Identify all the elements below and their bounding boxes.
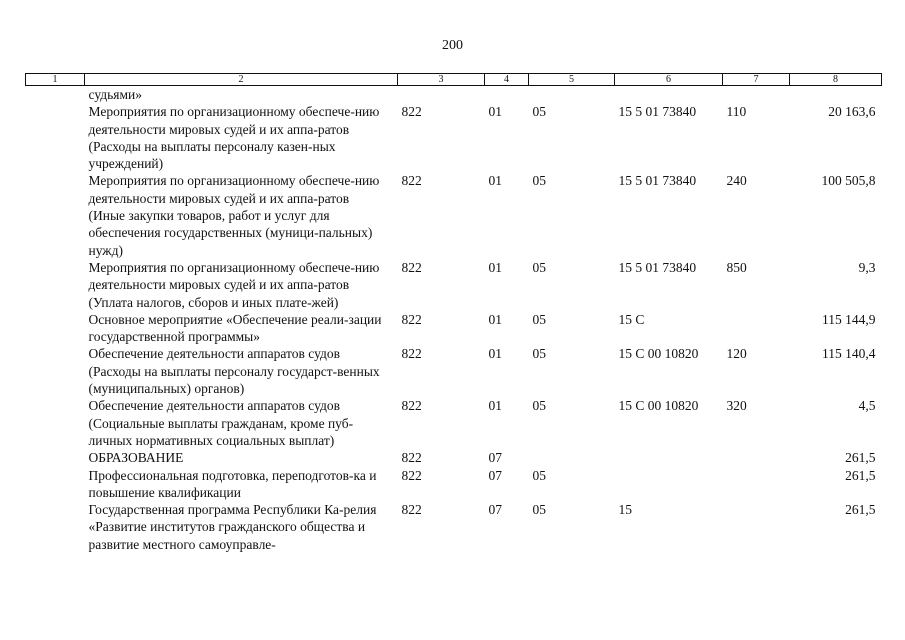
row-admin-code: 822 xyxy=(401,311,422,327)
row-description: судьями» xyxy=(88,87,142,102)
row-target-code: 15 5 01 73840 xyxy=(618,259,697,275)
row-admin-code: 822 xyxy=(401,259,422,275)
row-expense-type xyxy=(723,467,790,502)
row-admin-code: 822 xyxy=(401,467,422,483)
row-subsection xyxy=(529,449,615,466)
row-expense-type: 110 xyxy=(726,104,747,120)
row-admin-code: 822 xyxy=(401,104,422,120)
table-row xyxy=(26,501,882,553)
column-header: 7 xyxy=(723,74,790,86)
column-header: 8 xyxy=(790,74,882,86)
row-section xyxy=(485,86,529,104)
table-row xyxy=(26,311,882,346)
row-target-code: 15 5 01 73840 xyxy=(618,104,697,120)
budget-table xyxy=(25,73,882,553)
row-subsection xyxy=(529,86,615,104)
row-amount: 115 144,9 xyxy=(822,311,876,327)
column-number-header xyxy=(26,74,882,86)
row-subsection: 05 xyxy=(532,173,546,189)
row-amount: 115 140,4 xyxy=(822,346,876,362)
row-admin-code: 822 xyxy=(401,398,422,414)
column-header: 6 xyxy=(615,74,723,86)
row-target-code: 15 С xyxy=(618,311,645,327)
row-description: Государственная программа Республики Ка-релия «Развитие институтов гражданского общества и развитие местного самоуправле- xyxy=(88,502,377,552)
row-target-code: 15 С 00 10820 xyxy=(618,346,699,362)
table-row xyxy=(26,86,882,104)
row-section: 07 xyxy=(488,502,502,518)
row-description: Мероприятия по организационному обеспече-нию деятельности мировых судей и их аппа-ратов (Расходы на выплаты персоналу казен-ных учреждений) xyxy=(88,104,380,172)
table-row xyxy=(26,103,882,172)
column-header: 5 xyxy=(529,74,615,86)
row-amount: 4,5 xyxy=(858,398,876,414)
row-admin-code xyxy=(398,86,485,104)
row-description: Мероприятия по организационному обеспече-нию деятельности мировых судей и их аппа-ратов (Иные закупки товаров, работ и услуг для обеспечения государственных (муници-пальных) нужд) xyxy=(88,173,380,258)
row-subsection: 05 xyxy=(532,398,546,414)
row-description: Обеспечение деятельности аппаратов судов (Расходы на выплаты персоналу государст-венных (муниципальных) органов) xyxy=(88,346,380,397)
row-subsection: 05 xyxy=(532,467,546,483)
row-description: Профессиональная подготовка, переподготов-ка и повышение квалификации xyxy=(88,467,377,500)
table-row xyxy=(26,345,882,397)
column-header: 4 xyxy=(485,74,529,86)
row-amount: 261,5 xyxy=(845,467,876,483)
column-header: 1 xyxy=(26,74,85,86)
row-admin-code: 822 xyxy=(401,502,422,518)
row-description: ОБРАЗОВАНИЕ xyxy=(88,450,184,466)
row-subsection: 05 xyxy=(532,259,546,275)
row-section: 01 xyxy=(488,346,502,362)
column-header: 2 xyxy=(85,74,398,86)
row-section: 01 xyxy=(488,173,502,189)
row-target-code: 15 xyxy=(618,502,632,518)
row-amount: 261,5 xyxy=(845,502,876,518)
row-expense-type xyxy=(723,311,790,346)
row-section: 07 xyxy=(488,467,502,483)
row-target-code: 15 С 00 10820 xyxy=(618,398,699,414)
row-subsection: 05 xyxy=(532,346,546,362)
row-target-code: 15 5 01 73840 xyxy=(618,173,697,189)
row-section: 07 xyxy=(488,450,502,466)
row-description: Основное мероприятие «Обеспечение реали-зации государственной программы» xyxy=(88,311,382,345)
row-expense-type xyxy=(723,501,790,553)
row-section: 01 xyxy=(488,259,502,275)
row-amount: 20 163,6 xyxy=(828,104,876,120)
row-subsection: 05 xyxy=(532,104,546,120)
row-expense-type xyxy=(723,449,790,466)
column-header: 3 xyxy=(398,74,485,86)
table-row xyxy=(26,449,882,466)
row-amount: 100 505,8 xyxy=(821,173,876,189)
table-row xyxy=(26,259,882,311)
row-expense-type: 850 xyxy=(726,259,747,275)
row-target-code xyxy=(615,86,723,104)
row-section: 01 xyxy=(488,398,502,414)
row-description: Обеспечение деятельности аппаратов судов (Социальные выплаты гражданам, кроме пуб-личных нормативных социальных выплат) xyxy=(88,398,354,448)
row-expense-type: 240 xyxy=(726,173,747,189)
row-section: 01 xyxy=(488,311,502,327)
page-number: 200 xyxy=(442,38,463,53)
row-expense-type: 320 xyxy=(726,398,747,414)
row-admin-code: 822 xyxy=(401,173,422,189)
row-subsection: 05 xyxy=(532,502,546,518)
row-amount: 9,3 xyxy=(858,259,876,275)
row-amount xyxy=(790,86,882,104)
row-admin-code: 822 xyxy=(401,346,422,362)
row-expense-type: 120 xyxy=(726,346,747,362)
row-expense-type xyxy=(723,86,790,104)
row-subsection: 05 xyxy=(532,311,546,327)
row-target-code xyxy=(615,467,723,502)
row-target-code xyxy=(615,449,723,466)
table-row xyxy=(26,172,882,258)
row-section: 01 xyxy=(488,104,502,120)
row-admin-code: 822 xyxy=(401,450,422,466)
row-amount: 261,5 xyxy=(845,450,876,466)
table-row xyxy=(26,467,882,502)
table-row xyxy=(26,397,882,449)
row-description: Мероприятия по организационному обеспече-нию деятельности мировых судей и их аппа-ратов (Уплата налогов, сборов и иных плате-жей) xyxy=(88,259,380,310)
